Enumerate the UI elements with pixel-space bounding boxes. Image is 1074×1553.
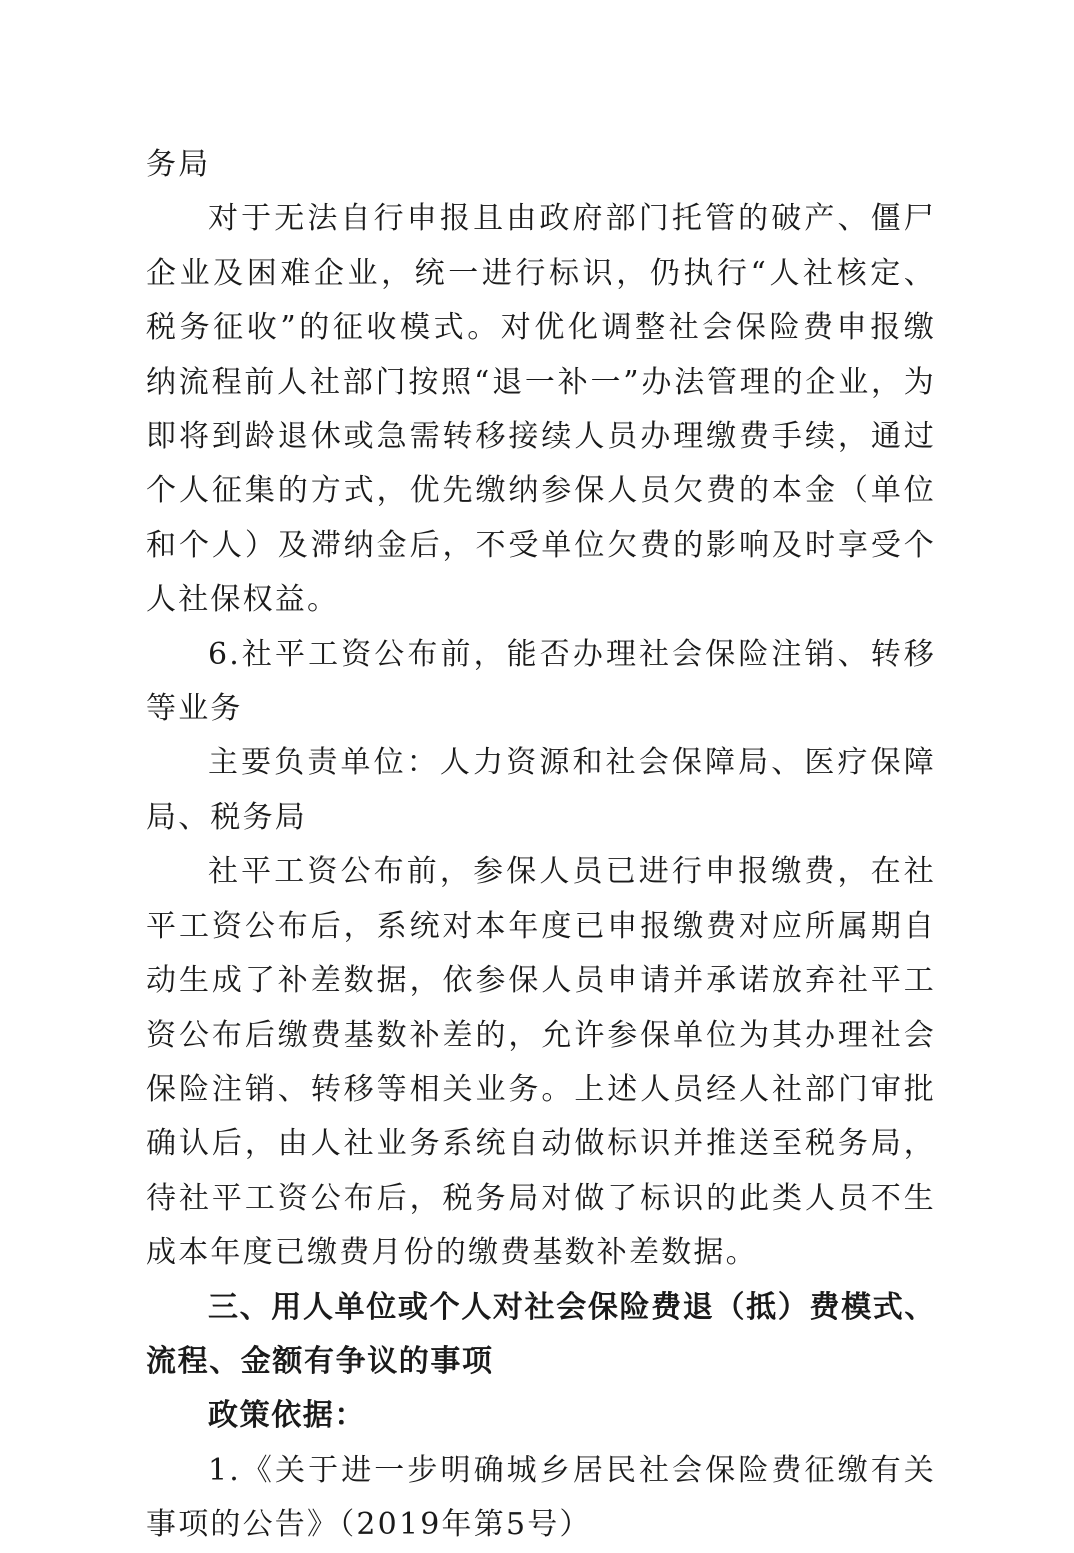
continuation-text: 务局 xyxy=(146,147,211,182)
document-body xyxy=(146,138,936,1553)
body-paragraph-average-wage: 社平工资公布前，参保人员已进行申报缴费，在社平工资公布后，系统对本年度已申报缴费对应所属期自动生成了补差数据，依参保人员申请并承诺放弃社平工资公布后缴费基数补差的，允许参保单位为其办理社会保险注销、转移等相关业务。上述人员经人社部门审批确认后，由人社业务系统自动做标识并推送至税务局，待社平工资公布后，税务局对做了标识的此类人员不生成本年度已缴费月份的缴费基数补差数据。 xyxy=(146,854,936,1271)
policy-basis-label: 政策依据： xyxy=(208,1398,366,1434)
item-6-responsible-units: 主要负责单位：人力资源和社会保障局、医疗保障局、税务局 xyxy=(146,745,936,835)
item-6-heading: 6.社平工资公布前，能否办理社会保险注销、转移等业务 xyxy=(146,636,936,727)
body-paragraph-bankrupt-enterprises: 对于无法自行申报且由政府部门托管的破产、僵尸企业及困难企业，统一进行标识，仍执行“人社核定、税务征收”的征收模式。对优化调整社会保险费申报缴纳流程前人社部门按照“退一补一”办法管理的企业，为即将到龄退休或急需转移接续人员办理缴费手续，通过个人征集的方式，优先缴纳参保人员欠费的本金（单位和个人）及滞纳金后，不受单位欠费的影响及时享受个人社保权益。 xyxy=(146,201,936,618)
section-3-heading: 三、用人单位或个人对社会保险费退（抵）费模式、流程、金额有争议的事项 xyxy=(146,1289,936,1379)
policy-reference-1: 1.《关于进一步明确城乡居民社会保险费征缴有关事项的公告》（2019年第5号） xyxy=(146,1452,936,1543)
